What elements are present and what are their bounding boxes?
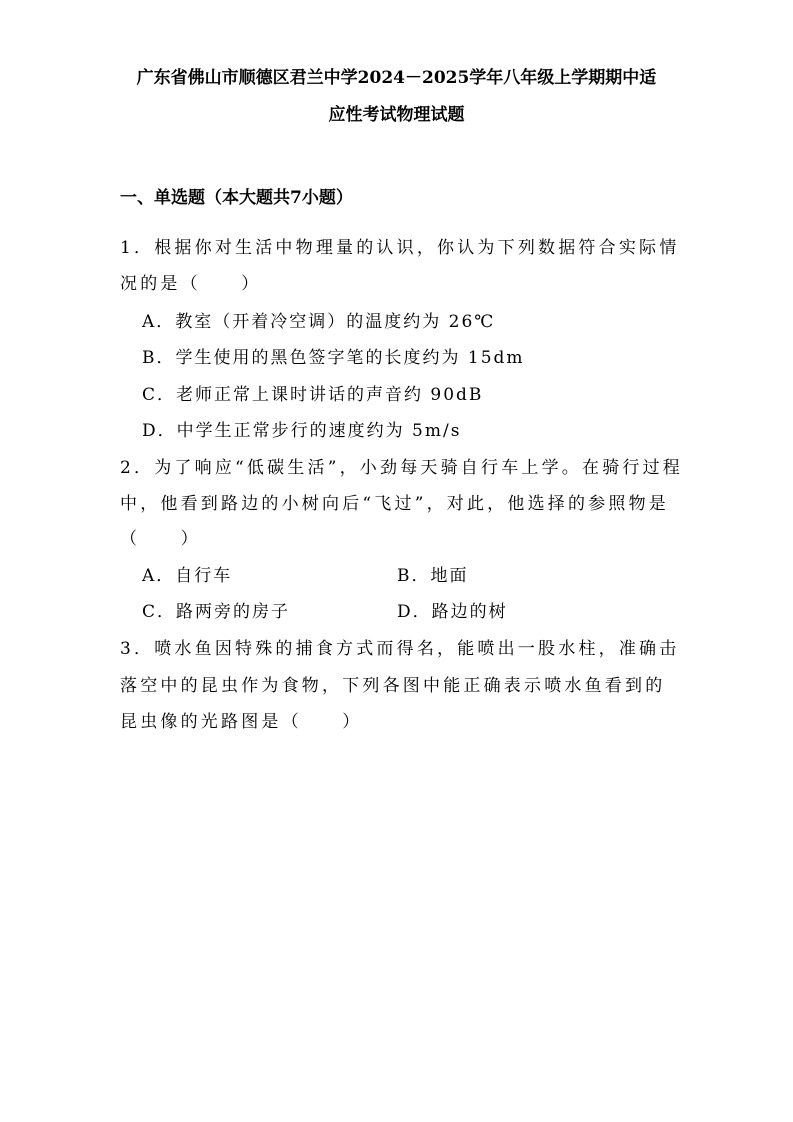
question-1-option-a: A．教室（开着冷空调）的温度约为 26℃ [142, 312, 496, 332]
question-2-line-1: 2．为了响应“低碳生活”，小劲每天骑自行车上学。在骑行过程 [120, 458, 683, 478]
question-1-option-c: C．老师正常上课时讲话的声音约 90dB [142, 385, 484, 405]
section-heading: 一、单选题（本大题共7小题） [120, 188, 353, 208]
question-2-option-b: B．地面 [397, 566, 469, 586]
question-2-option-c: C．路两旁的房子 [142, 602, 291, 622]
exam-title-line-1: 广东省佛山市顺德区君兰中学2024－2025学年八年级上学期期中适 [136, 68, 657, 88]
exam-title-line-2: 应性考试物理试题 [328, 105, 465, 125]
question-1-option-b: B．学生使用的黑色签字笔的长度约为 15dm [142, 348, 525, 368]
question-3-line-3: 昆虫像的光路图是（ ） [120, 712, 363, 732]
question-3-line-1: 3．喷水鱼因特殊的捕食方式而得名，能喷出一股水柱，准确击 [120, 639, 680, 659]
question-2-option-a: A．自行车 [142, 566, 233, 586]
question-3-line-2: 落空中的昆虫作为食物，下列各图中能正确表示喷水鱼看到的 [120, 676, 666, 696]
question-2-line-3: （ ） [120, 529, 201, 549]
question-1-line-1: 1．根据你对生活中物理量的认识，你认为下列数据符合实际情 [120, 238, 680, 258]
question-2-line-2: 中，他看到路边的小树向后“飞过”，对此，他选择的参照物是 [120, 494, 669, 514]
question-1-option-d: D．中学生正常步行的速度约为 5m/s [142, 421, 462, 441]
question-2-option-d: D．路边的树 [397, 602, 508, 622]
question-1-line-2: 况的是（ ） [120, 274, 262, 294]
